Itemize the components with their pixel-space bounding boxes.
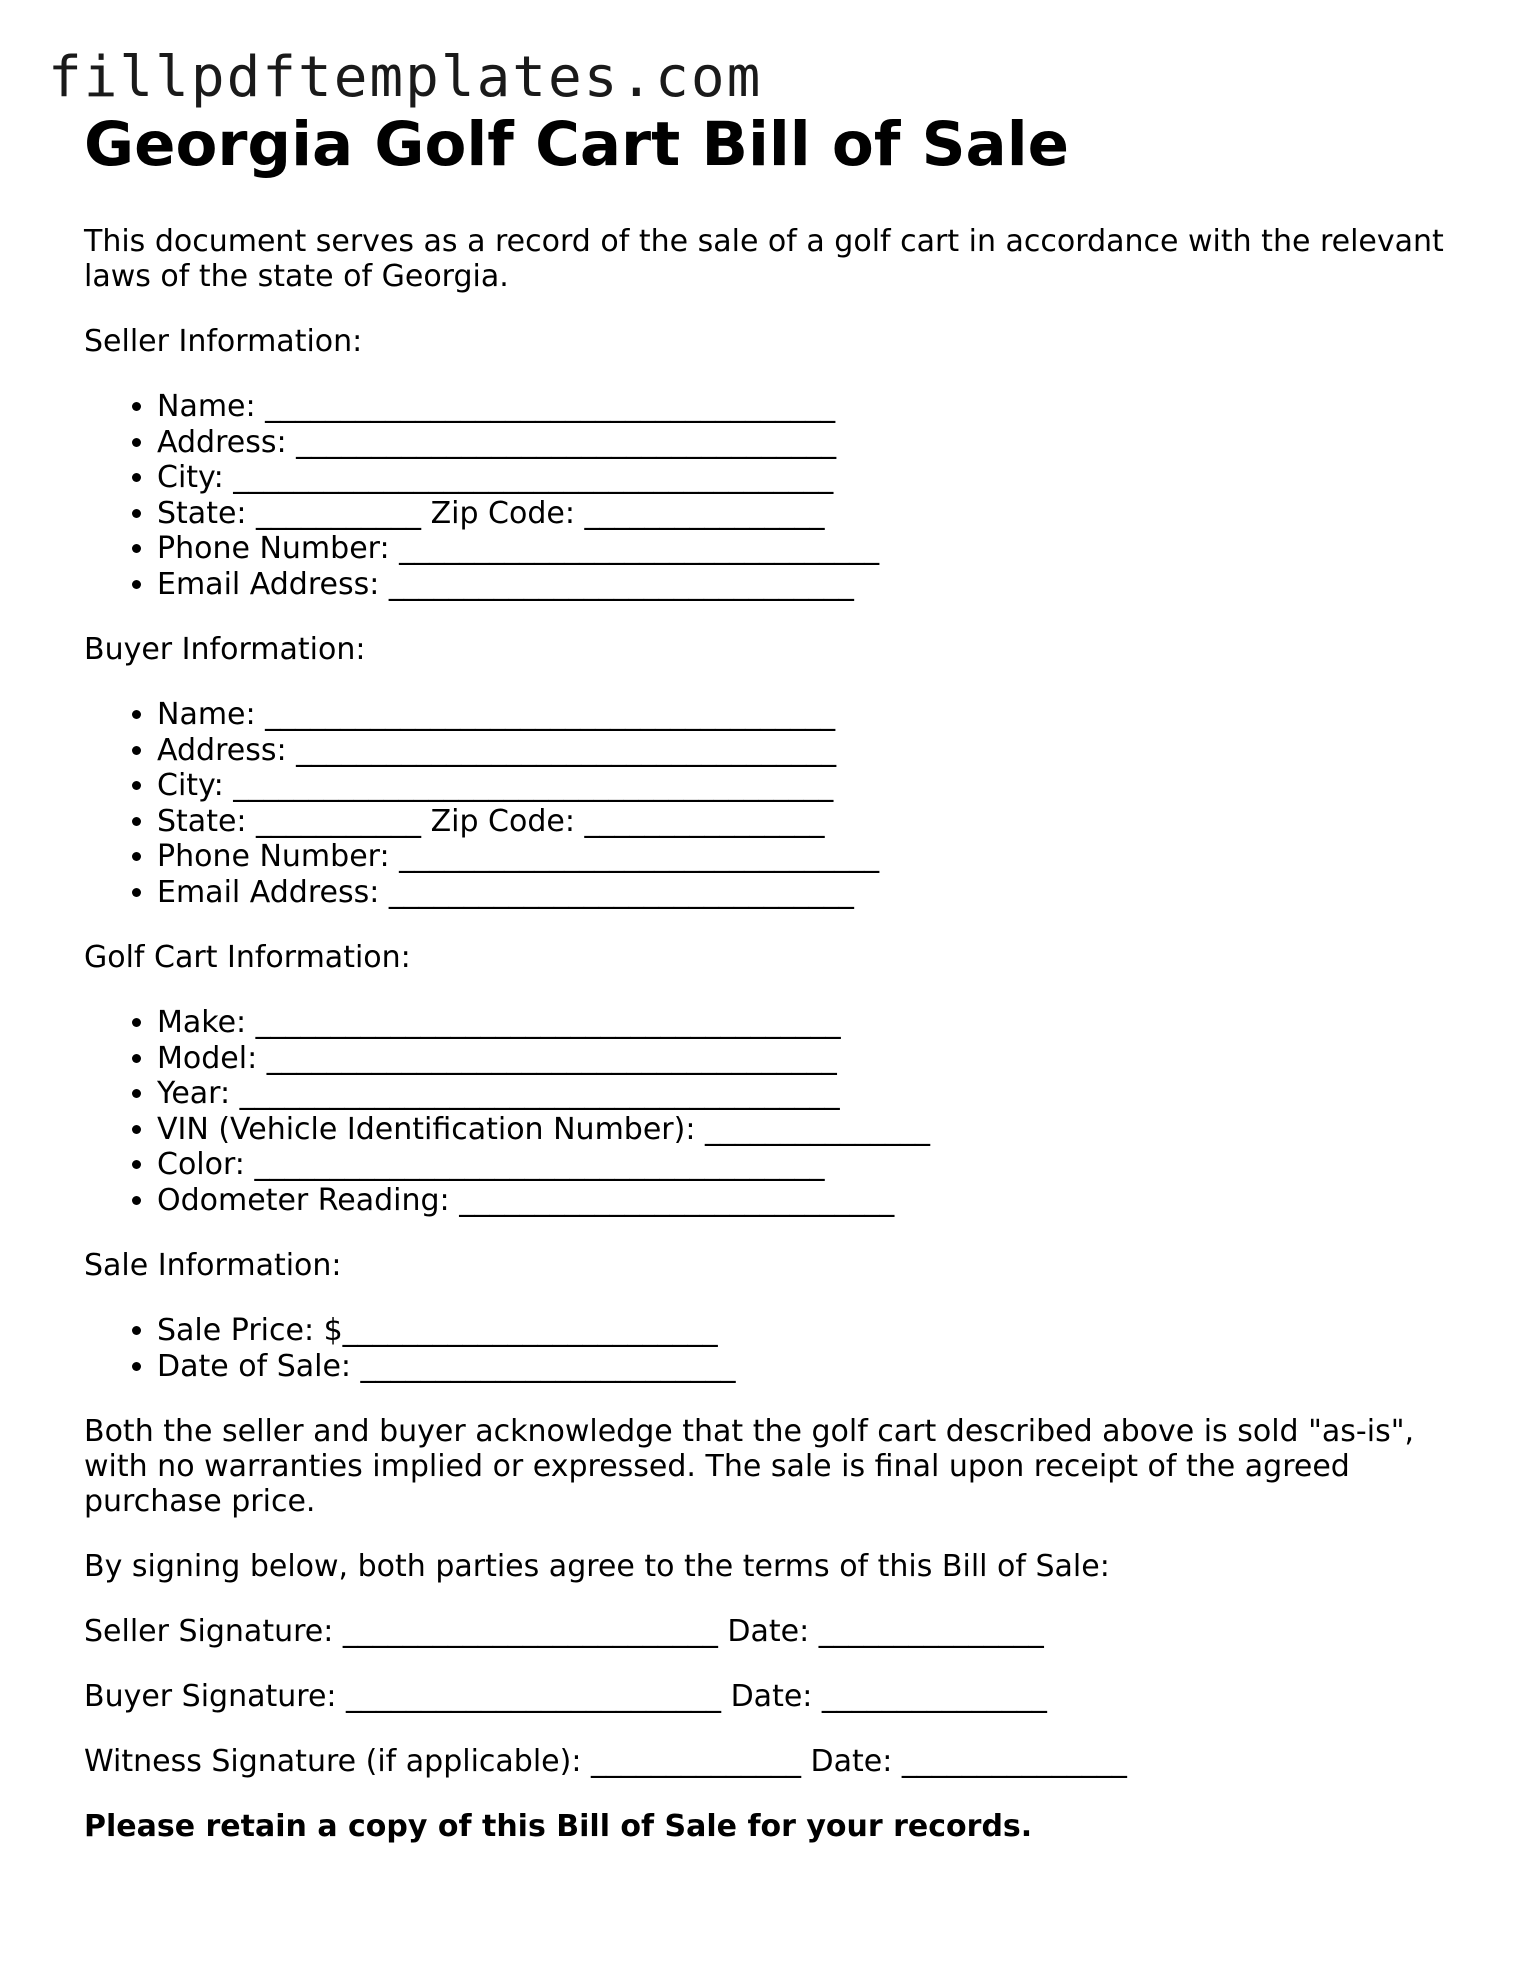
cart-field-list — [84, 1005, 1464, 1218]
seller-name-field[interactable]: • Name: ______________________________________ — [157, 389, 1464, 425]
cart-odometer-field[interactable]: • Odometer Reading: _____________________________ — [157, 1183, 1464, 1219]
buyer-address-field[interactable]: • Address: ____________________________________ — [157, 733, 1464, 769]
buyer-email-field[interactable]: • Email Address: _______________________________ — [157, 875, 1464, 911]
document-body — [84, 106, 1464, 1844]
cart-section-heading: Golf Cart Information: — [84, 940, 411, 975]
seller-field-list — [84, 389, 1464, 602]
seller-phone-field[interactable]: • Phone Number: ________________________________ — [157, 531, 1464, 567]
sale-section-heading: Sale Information: — [84, 1248, 342, 1283]
sale-date-field[interactable]: • Date of Sale: _________________________ — [157, 1349, 1464, 1385]
buyer-signature-line[interactable]: Buyer Signature: _________________________ Date: _______________ — [84, 1679, 1047, 1714]
buyer-name-field[interactable]: • Name: ______________________________________ — [157, 697, 1464, 733]
sale-field-list — [84, 1313, 1464, 1384]
cart-color-field[interactable]: • Color: ______________________________________ — [157, 1147, 1464, 1183]
cart-year-field[interactable]: • Year: ________________________________________ — [157, 1076, 1464, 1112]
as-is-paragraph: Both the seller and buyer acknowledge that the golf cart described above is sold "as-is", with no warranties implied or expressed. The sale is final upon receipt of the agreed purchase price. — [84, 1414, 1415, 1519]
agreement-paragraph: By signing below, both parties agree to the terms of this Bill of Sale: — [84, 1549, 1110, 1584]
buyer-field-list — [84, 697, 1464, 910]
intro-paragraph: This document serves as a record of the sale of a golf cart in accordance with the relevant laws of the state of Georgia. — [84, 224, 1444, 294]
watermark: fillpdftemplates.com — [48, 45, 763, 110]
buyer-phone-field[interactable]: • Phone Number: ________________________________ — [157, 839, 1464, 875]
buyer-state-zip-field[interactable]: • State: ___________ Zip Code: ________________ — [157, 804, 1464, 840]
cart-vin-field[interactable]: • VIN (Vehicle Identification Number): _______________ — [157, 1112, 1464, 1148]
seller-address-field[interactable]: • Address: ____________________________________ — [157, 425, 1464, 461]
seller-section-heading: Seller Information: — [84, 324, 363, 359]
buyer-section-heading: Buyer Information: — [84, 632, 366, 667]
buyer-city-field[interactable]: • City: ________________________________________ — [157, 768, 1464, 804]
cart-model-field[interactable]: • Model: ______________________________________ — [157, 1041, 1464, 1077]
seller-signature-line[interactable]: Seller Signature: _________________________ Date: _______________ — [84, 1614, 1044, 1649]
seller-state-zip-field[interactable]: • State: ___________ Zip Code: ________________ — [157, 496, 1464, 532]
cart-make-field[interactable]: • Make: _______________________________________ — [157, 1005, 1464, 1041]
sale-price-field[interactable]: • Sale Price: $_________________________ — [157, 1313, 1464, 1349]
seller-email-field[interactable]: • Email Address: _______________________________ — [157, 567, 1464, 603]
page-title: Georgia Golf Cart Bill of Sale — [84, 109, 1069, 180]
seller-city-field[interactable]: • City: ________________________________________ — [157, 460, 1464, 496]
closing-note: Please retain a copy of this Bill of Sale for your records. — [84, 1809, 1033, 1844]
witness-signature-line[interactable]: Witness Signature (if applicable): ______________ Date: _______________ — [84, 1744, 1127, 1779]
